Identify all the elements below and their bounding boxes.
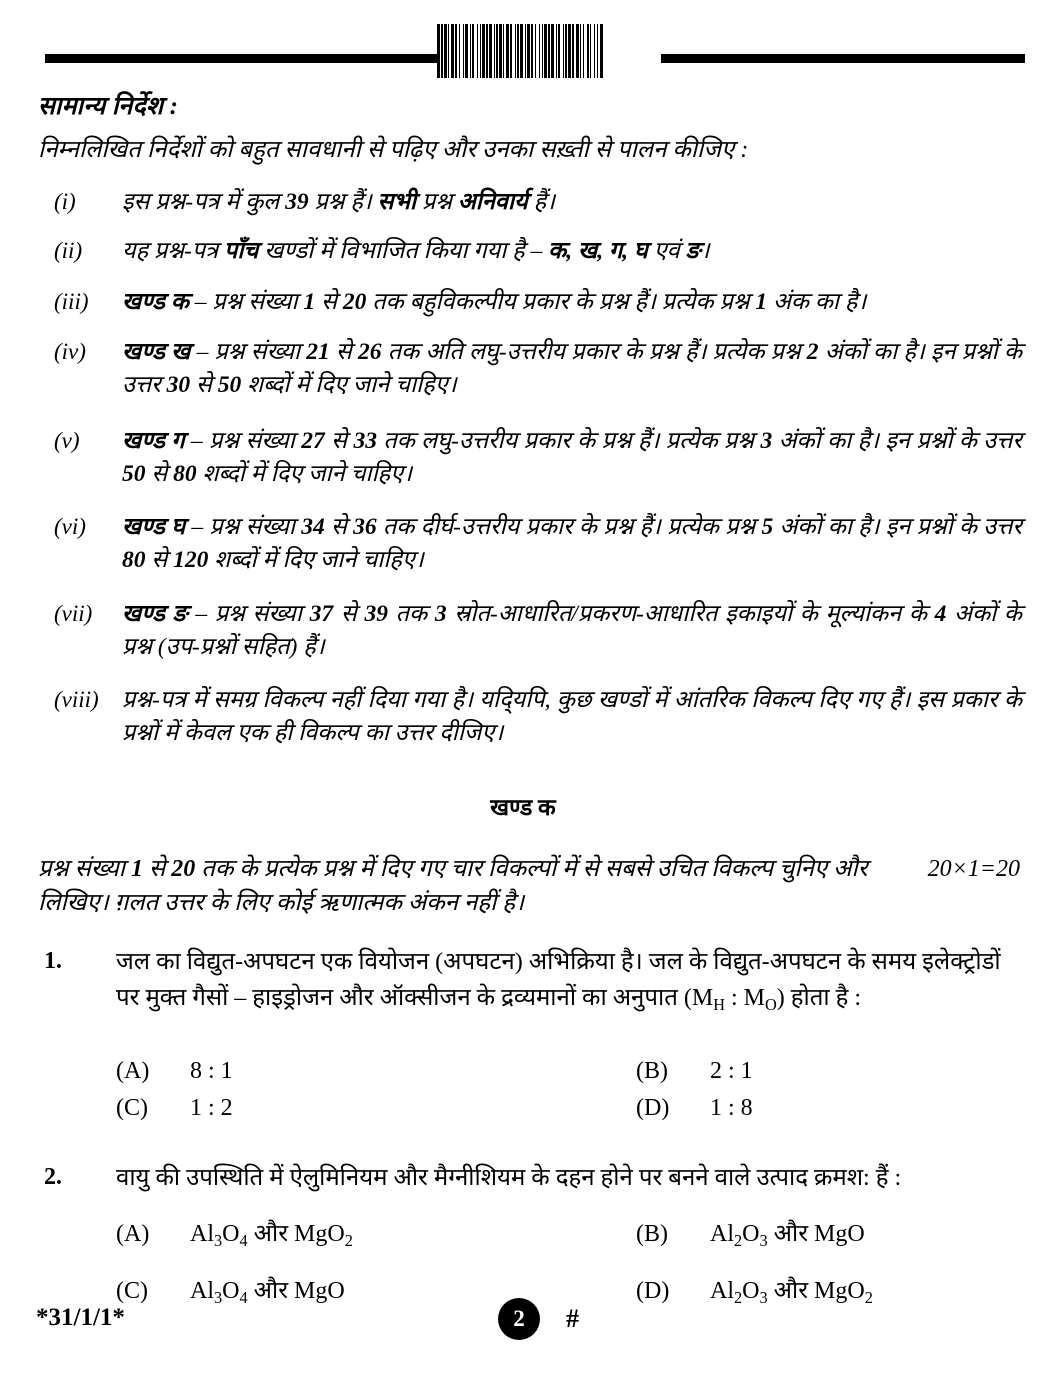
instruction-text: खण्ड ङ – प्रश्न संख्या 37 से 39 तक 3 स्रोत-आधारित/प्रकरण-आधारित इकाइयों के मूल्यांकन के 4 अंकों के प्रश्न (उप-प्रश्नों सहित) हैं।	[122, 601, 1022, 661]
page-header	[0, 0, 1046, 90]
hash-mark: #	[566, 1304, 579, 1333]
page-number-badge: 2	[498, 1298, 540, 1340]
option-d[interactable]	[636, 1273, 1016, 1308]
page-footer	[0, 1304, 1046, 1364]
question-text: जल का विद्युत-अपघटन एक वियोजन (अपघटन) अभिक्रिया है। जल के विद्युत-अपघटन के समय इलेक्ट्रोडों पर मुक्त गैसों – हाइड्रोजन और ऑक्सीजन के द्रव्यमानों का अनुपात ($M_H$ : $M_O$) होता है :	[116, 949, 1001, 1015]
instruction-text: खण्ड ख – प्रश्न संख्या 21 से 26 तक अति लघु-उत्तरीय प्रकार के प्रश्न हैं। प्रत्येक प्रश्न 2 अंकों का है। इन प्रश्नों के उत्तर 30 से 50 शब्दों में दिए जाने चाहिए।	[122, 339, 1023, 399]
instruction-numeral: (i)	[54, 189, 76, 214]
instruction-numeral: (vi)	[54, 514, 86, 539]
option-c[interactable]	[116, 1095, 636, 1122]
question-1-options	[116, 1058, 1016, 1122]
option-label: (C)	[116, 1095, 148, 1121]
section-title-khand-ka: खण्ड क	[490, 795, 556, 820]
option-d[interactable]	[636, 1095, 1016, 1122]
option-label: (C)	[116, 1277, 148, 1304]
instruction-numeral: (iii)	[54, 289, 89, 314]
instruction-numeral: (iv)	[54, 339, 86, 364]
option-b[interactable]	[636, 1216, 1016, 1251]
mcq-instruction-block	[38, 852, 1020, 920]
general-instructions-heading: सामान्य निर्देश :	[38, 93, 179, 120]
option-value: $Al_2O_3$ और MgO$_2$	[710, 1277, 873, 1307]
instruction-numeral: (v)	[54, 428, 80, 453]
option-value: 1 : 2	[190, 1095, 233, 1121]
instruction-item-iv	[47, 336, 1022, 403]
instruction-numeral: (viii)	[54, 687, 99, 712]
page-number-group	[498, 1298, 579, 1340]
instruction-item-vi	[47, 511, 1022, 578]
instruction-text: इस प्रश्न-पत्र में कुल 39 प्रश्न हैं। सभी प्रश्न अनिवार्य हैं।	[122, 189, 555, 215]
instruction-numeral: (vii)	[54, 601, 93, 626]
option-value: $Al_2O_3$ और MgO	[710, 1221, 865, 1250]
instruction-item-ii	[47, 235, 1022, 268]
barcode	[437, 24, 633, 78]
instruction-item-vii	[47, 598, 1022, 665]
instruction-numeral: (ii)	[54, 238, 83, 263]
instruction-text: खण्ड घ – प्रश्न संख्या 34 से 36 तक दीर्घ-उत्तरीय प्रकार के प्रश्न हैं। प्रत्येक प्रश्न 5 अंकों का है। इन प्रश्नों के उत्तर 80 से 120 शब्दों में दिए जाने चाहिए।	[122, 514, 1022, 574]
option-label: (B)	[636, 1058, 668, 1084]
instruction-item-v	[47, 425, 1022, 492]
question-2-options	[116, 1216, 1016, 1308]
option-b[interactable]	[636, 1058, 1016, 1085]
option-value: 8 : 1	[190, 1058, 233, 1084]
instruction-item-viii	[47, 684, 1022, 751]
instruction-item-iii	[47, 286, 1022, 319]
instructions-lead-text: निम्नलिखित निर्देशों को बहुत सावधानी से पढ़िए और उनका सख़्ती से पालन कीजिए :	[38, 137, 749, 163]
instruction-text: खण्ड ग – प्रश्न संख्या 27 से 33 तक लघु-उत्तरीय प्रकार के प्रश्न हैं। प्रत्येक प्रश्न 3 अंकों का है। इन प्रश्नों के उत्तर 50 से 80 शब्दों में दिए जाने चाहिए।	[122, 428, 1022, 488]
option-label: (A)	[116, 1058, 150, 1084]
instruction-text: प्रश्न-पत्र में समग्र विकल्प नहीं दिया गया है। यदि्यपि, कुछ खण्डों में आंतरिक विकल्प दिए गए हैं। इस प्रकार के प्रश्नों में केवल एक ही विकल्प का उत्तर दीजिए।	[122, 687, 1022, 747]
instruction-item-i	[47, 186, 1022, 219]
header-rule-left	[45, 54, 437, 63]
paper-code: *31/1/1*	[36, 1304, 125, 1331]
question-1	[44, 944, 1022, 1018]
instruction-text: यह प्रश्न-पत्र पाँच खण्डों में विभाजित किया गया है – क, ख, ग, घ एवं ङ।	[122, 238, 710, 264]
question-number: 2.	[44, 1164, 62, 1190]
option-value: 2 : 1	[710, 1058, 753, 1084]
option-a[interactable]	[116, 1058, 636, 1085]
option-label: (D)	[636, 1095, 670, 1121]
option-value: $Al_3O_4$ और MgO$_2$	[190, 1221, 353, 1250]
option-label: (A)	[116, 1221, 150, 1247]
instruction-text: खण्ड क – प्रश्न संख्या 1 से 20 तक बहुविकल्पीय प्रकार के प्रश्न हैं। प्रत्येक प्रश्न 1 अंक का है।	[122, 289, 867, 315]
question-2	[44, 1160, 1022, 1196]
question-number: 1.	[44, 948, 62, 974]
marks-allocation: 20×1=20	[927, 856, 1020, 882]
option-label: (B)	[636, 1221, 668, 1247]
option-value: 1 : 8	[710, 1095, 753, 1121]
header-rule-right	[661, 54, 1025, 63]
option-a[interactable]	[116, 1216, 636, 1251]
mcq-instruction-text: प्रश्न संख्या 1 से 20 तक के प्रत्येक प्रश्न में दिए गए चार विकल्पों में से सबसे उचित विकल्प चुनिए और लिखिए। ग़लत उत्तर के लिए कोई ऋणात्मक अंकन नहीं है।	[38, 856, 868, 917]
question-text: वायु की उपस्थिति में ऐलुमिनियम और मैग्नीशियम के दहन होने पर बनने वाले उत्पाद क्रमश: हैं :	[116, 1165, 902, 1191]
option-value: $Al_3O_4$ और MgO	[190, 1277, 345, 1307]
option-label: (D)	[636, 1277, 670, 1304]
